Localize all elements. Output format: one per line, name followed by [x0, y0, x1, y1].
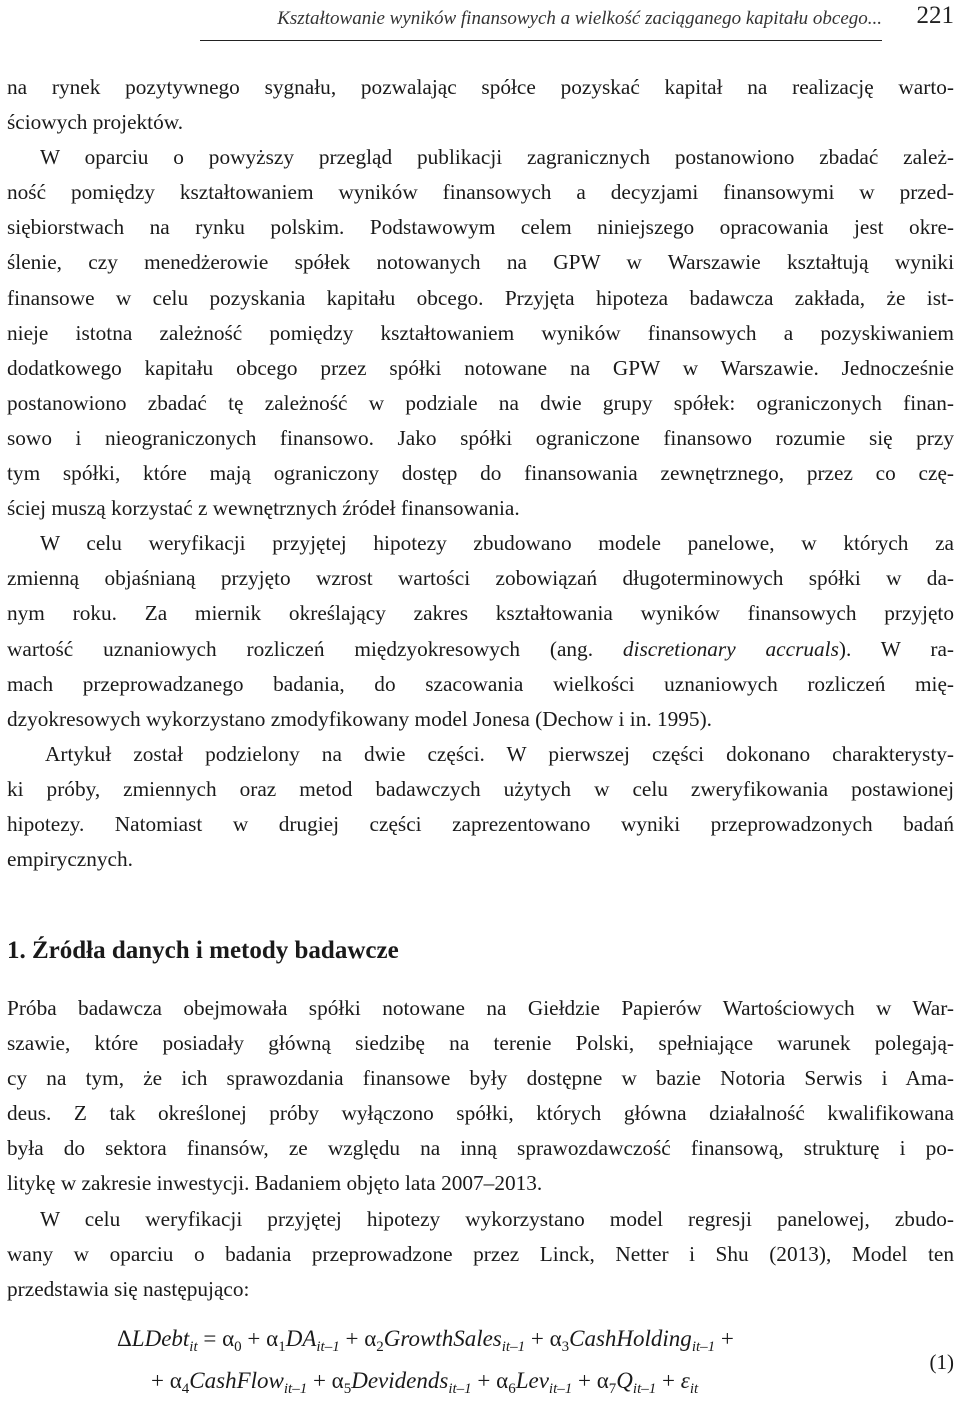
- text-line: mach przeprowadzanego badania, do szacowania wielkości uznaniowych rozliczeń mię-: [7, 671, 954, 696]
- text-line: na rynek pozytywnego sygnału, pozwalając spółce pozyskać kapitał na realizację warto-: [7, 75, 954, 99]
- text-line: postanowiono zbadać tę zależność w podziale na dwie grupy spółek: ograniczonych finan-: [7, 390, 954, 415]
- text-line: W celu weryfikacji przyjętej hipotezy wykorzystano model regresji panelowej, zbudo-: [40, 1206, 954, 1231]
- formula-line-2: + $\alpha_4CashFlow_{it-1}$ + $\alpha_5Devidends_{it-1} + \alpha_6Lev_{it-1} + \alpha_7Q_{it-1} + \varepsilon_{it}$: [151, 1368, 699, 1397]
- text-fragment: wartość uznaniowych rozliczeń międzyokresowych (ang.: [7, 636, 623, 661]
- text-line: szawie, które posiadały główną siedzibę na terenie Polski, spełniające warunek polegają-: [7, 1031, 954, 1056]
- body-text-block-2: [7, 991, 954, 1307]
- text-line: finansowe w celu pozyskania kapitału obcego. Przyjęta hipoteza badawcza zakłada, że ist-: [7, 285, 954, 310]
- text-line: wany w oparciu o badania przeprowadzone przez Linck, Netter i Shu (2013), Model ten: [7, 1241, 954, 1266]
- text-line: dzyokresowych wykorzystano zmodyfikowany model Jonesa (Dechow i in. 1995).: [7, 706, 713, 731]
- text-line: deus. Z tak określonej próby wyłączono spółki, których główna działalność kwalifikowana: [7, 1101, 954, 1126]
- header-rule: [200, 40, 882, 41]
- text-line: zmienną objaśnianą przyjęto wzrost wartości zobowiązań długoterminowych spółki w da-: [7, 566, 954, 591]
- text-line: nieje istotna zależność pomiędzy kształtowaniem wyników finansowych a pozyskiwaniem: [7, 320, 954, 345]
- text-line: W oparciu o powyższy przegląd publikacji zagranicznych postanowiono zbadać zależ-: [40, 145, 954, 170]
- text-line: empirycznych.: [7, 847, 133, 872]
- italic-term: discretionary accruals: [622, 636, 839, 661]
- text-line: ność pomiędzy kształtowaniem wyników finansowych a decyzjami finansowymi w przed-: [7, 180, 954, 205]
- text-line: Próba badawcza obejmowała spółki notowane na Giełdzie Papierów Wartościowych w War-: [7, 996, 954, 1020]
- regression-formula: [0, 1320, 960, 1403]
- text-line: ki próby, zmiennych oraz metod badawczych użytych w celu zweryfikowania postawionej: [7, 776, 954, 801]
- formula-number: (1): [929, 1350, 954, 1374]
- page-number: 221: [916, 2, 954, 29]
- text-line: W celu weryfikacji przyjętej hipotezy zbudowano modele panelowe, w których za: [40, 531, 954, 556]
- text-line: nym roku. Za miernik określający zakres kształtowania wyników finansowych przyjęto: [7, 601, 954, 626]
- text-line: hipotezy. Natomiast w drugiej części zaprezentowano wyniki przeprowadzonych badań: [7, 811, 954, 836]
- text-line: była do sektora finansów, ze względu na inną sprawozdawczość finansową, strukturę i po-: [7, 1136, 954, 1161]
- running-title: Kształtowanie wyników finansowych a wielkość zaciąganego kapitału obcego...: [277, 8, 882, 29]
- text-line: ściowych projektów.: [7, 110, 184, 135]
- text-line: litykę w zakresie inwestycji. Badaniem objęto lata 2007–2013.: [7, 1171, 543, 1196]
- text-line: siębiorstwach na rynku polskim. Podstawowym celem niniejszego opracowania jest okre-: [7, 215, 954, 240]
- text-line: tym spółki, które mają ograniczony dostęp do finansowania zewnętrznego, przez co czę-: [7, 461, 954, 486]
- text-line: Artykuł został podzielony na dwie części. W pierwszej części dokonano charakterysty-: [45, 741, 954, 766]
- text-line: cy na tym, że ich sprawozdania finansowe były dostępne w bazie Notoria Serwis i Ama-: [7, 1066, 954, 1091]
- text-line: przedstawia się następująco:: [7, 1276, 250, 1301]
- text-line: ściej muszą korzystać z wewnętrznych źródeł finansowania.: [7, 496, 520, 521]
- text-line: ślenie, czy menedżerowie spółek notowanych na GPW w Warszawie kształtują wyniki: [7, 250, 954, 275]
- text-line-discretionary: [7, 632, 954, 667]
- text-fragment: ). W ra-: [838, 636, 954, 661]
- running-header: [0, 0, 960, 44]
- section-heading: 1. Źródła danych i metody badawcze: [7, 937, 399, 964]
- formula-line-1: ΔLDebt$_{it}$ = $\alpha_0 + \alpha_1DA_{it-1}$ + $\alpha_2GrowthSales_{it-1}$ + $\alpha_3CashHolding_{it-1}$ +: [117, 1326, 734, 1355]
- body-text-block-1: [7, 70, 954, 877]
- text-line: sowo i nieograniczonych finansowo. Jako spółki ograniczone finansowo rozumie się przy: [7, 425, 954, 450]
- text-line: dodatkowego kapitału obcego przez spółki notowane na GPW w Warszawie. Jednocześnie: [7, 355, 954, 380]
